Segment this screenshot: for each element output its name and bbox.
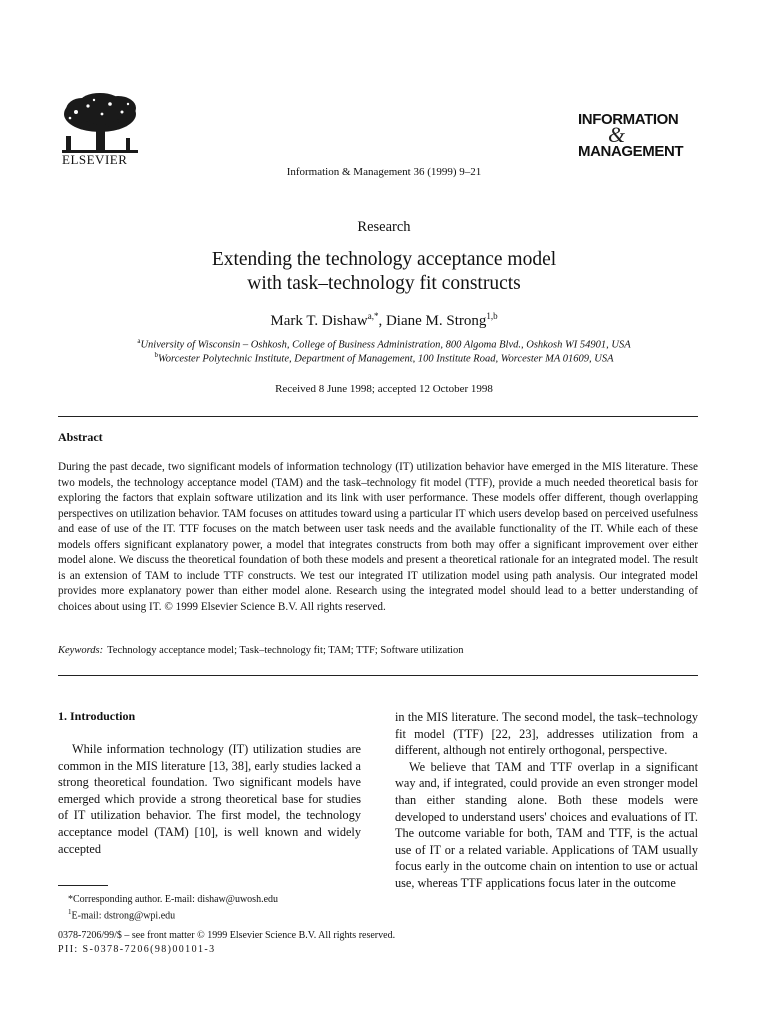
author-2: Diane M. Strong (385, 313, 487, 329)
elsevier-tree-logo (58, 92, 142, 156)
keywords-label: Keywords: (58, 645, 104, 656)
journal-citation: Information & Management 36 (1999) 9–21 (286, 166, 482, 178)
pii-line: PII: S-0378-7206(98)00101-3 (58, 944, 216, 955)
footnote-divider (58, 885, 108, 886)
title-line-2: with task–technology fit constructs (247, 273, 521, 294)
keywords (58, 645, 698, 656)
publisher-name: ELSEVIER (62, 152, 128, 167)
intro-paragraph-right-2: We believe that TAM and TTF overlap in a significant way and, if integrated, could provide an even stronger model than either standing alone. Both these models were developed to understand users' choices and evaluations of IT. The outcome variable for both, TAM and TTF, is the actual use of IT or a related variable. Applications of TAM usually focus early in the outcome chain on intention to use or actual use, whereas TTF applications focus later in the outcome (395, 759, 698, 890)
footnote-email-text: E-mail: dstrong@wpi.edu (71, 910, 176, 922)
journal-logo (578, 108, 698, 162)
section-label: Research (357, 219, 411, 235)
title-line-1: Extending the technology acceptance model (211, 249, 557, 270)
keywords-text: Technology acceptance model; Task–technology fit; TAM; TTF; Software utilization (107, 645, 464, 656)
header-divider (58, 416, 698, 417)
affiliation-a-text: University of Wisconsin – Oshkosh, College of Business Administration, 800 Algoma Blvd., Oshkosh WI 54901, USA (140, 339, 631, 351)
footnote-corresponding: *Corresponding author. E-mail: dishaw@uwosh.edu (68, 894, 279, 905)
author-1: Mark T. Dishaw (270, 313, 368, 329)
intro-right-column (395, 709, 698, 892)
intro-paragraph-right-1: in the MIS literature. The second model, the task–technology fit model (TTF) [22, 23], addresses utilization from a different, although not entirely orthogonal, perspective. (395, 710, 698, 758)
abstract-divider (58, 675, 698, 676)
paper-title (0, 248, 768, 296)
abstract-text: During the past decade, two significant models of information technology (IT) utilization behavior have emerged in the MIS literature. These two models, the technology acceptance model (TAM) and the task–technology fit model (TTF), provide a much needed theoretical basis for exploring the factors that explain software utilization and its link with user performance. These models offer different, though overlapping perspectives on utilization behavior. TAM focuses on attitudes toward using a particular IT which users develop based on perceived usefulness and ease of use of the IT. TTF focuses on the match between user task needs and the available functionality of the IT. While each of these models offers significant explanatory power, a model that integrates constructs from both may offer a significant improvement over either model alone. We discuss the theoretical foundation of both these models and present a theoretical rationale for an integrated model. The result is an extension of TAM to include TTF constructs. We test our integrated IT utilization model using path analysis. Our integrated model provides more explanatory power than either model alone. Research using the integrated model should lead to a better understanding of choices about using IT. © 1999 Elsevier Science B.V. All rights reserved. (58, 461, 698, 613)
journal-logo-line2: MANAGEMENT (578, 143, 684, 160)
received-dates: Received 8 June 1998; accepted 12 October 1998 (275, 383, 493, 395)
footnote-email (68, 908, 175, 921)
affiliation-b (0, 351, 768, 365)
affiliation-a (0, 337, 768, 351)
author-1-affil-mark: a,* (367, 311, 379, 321)
affiliation-a-mark: a (137, 337, 141, 345)
footnote-email-mark: 1 (68, 908, 72, 916)
journal-logo-line1: INFORMATION (578, 111, 679, 128)
affiliation-b-mark: b (154, 351, 158, 359)
journal-logo-amp: & (608, 122, 626, 147)
author-list (0, 311, 768, 330)
author-2-affil-mark: 1,b (486, 311, 498, 321)
copyright-line: 0378-7206/99/$ – see front matter © 1999 Elsevier Science B.V. All rights reserved. (58, 930, 396, 941)
section-heading-introduction: 1. Introduction (58, 709, 136, 723)
author-separator: , (378, 313, 386, 329)
affiliation-b-text: Worcester Polytechnic Institute, Department of Management, 100 Institute Road, Worcester MA 01609, USA (157, 353, 614, 365)
intro-paragraph-left: While information technology (IT) utilization studies are common in the MIS literature [13, 38], early studies lacked a strong theoretical foundation. Two significant models have emerged which provide a strong theoretical base for studies of IT utilization behavior. The first model, the technology acceptance model (TAM) [10], is well known and widely accepted (58, 742, 361, 856)
abstract-heading: Abstract (58, 430, 103, 444)
